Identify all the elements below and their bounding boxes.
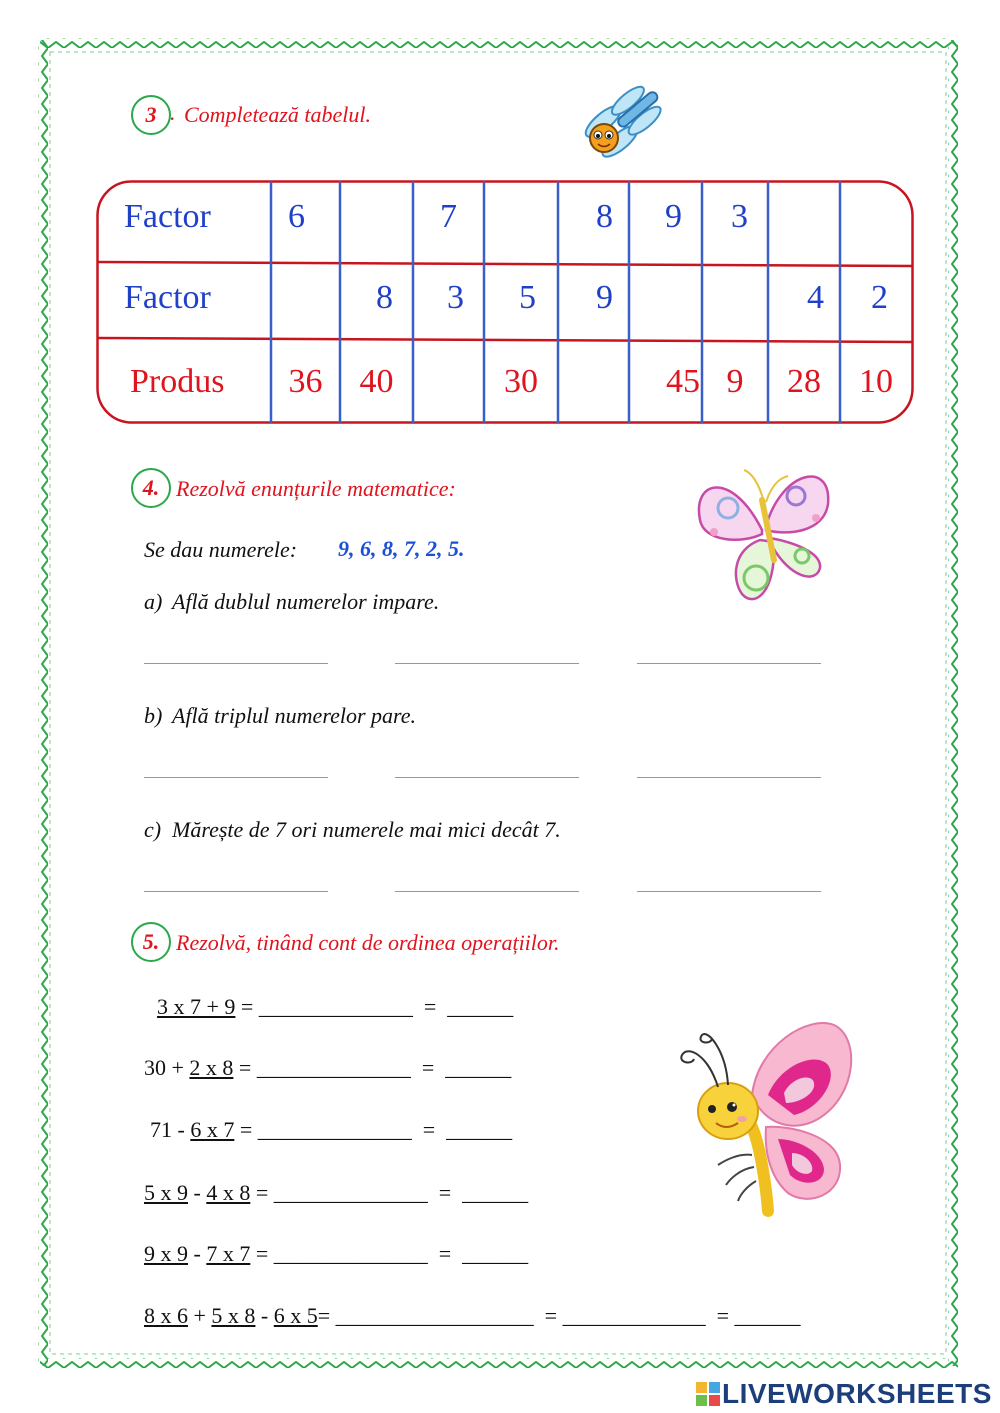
table-cell: 8 <box>596 198 613 235</box>
eq-blanks[interactable]: = ______________ = ______ <box>233 1055 512 1080</box>
table-cell: 9 <box>596 279 613 316</box>
eq-operand: 6 x 5 <box>273 1303 318 1328</box>
equation-row[interactable] <box>144 1055 511 1081</box>
butterfly-illustration <box>692 460 834 608</box>
table-cell: 28 <box>787 363 821 400</box>
answer-line[interactable] <box>395 777 579 778</box>
item-a-letter: a) <box>144 589 163 614</box>
table-cell: 5 <box>519 279 536 316</box>
section4-number-circle <box>131 468 171 508</box>
answer-line[interactable] <box>395 663 579 664</box>
table-cell: 10 <box>859 363 893 400</box>
item-b-text: Află triplul numerelor pare. <box>172 703 417 728</box>
answer-line[interactable] <box>144 663 328 664</box>
equation-row[interactable] <box>157 994 513 1020</box>
eq-blanks[interactable]: = __________________ = _____________ = ______ <box>317 1303 801 1328</box>
table-cell: 7 <box>440 198 457 235</box>
answer-line[interactable] <box>144 891 328 892</box>
answer-line[interactable] <box>637 663 821 664</box>
table-cell: 45 <box>666 363 700 400</box>
eq-operand: 9 x 9 <box>144 1241 188 1266</box>
eq-operand: 8 x 6 <box>144 1303 188 1328</box>
answer-line[interactable] <box>637 891 821 892</box>
item-b-letter: b) <box>144 703 163 728</box>
multiplication-table <box>96 180 914 424</box>
eq-op: + <box>188 1303 212 1328</box>
row3-label: Produs <box>130 363 225 400</box>
table-cell: 9 <box>726 363 744 400</box>
eq-op: - <box>188 1180 207 1205</box>
section3-title: Completează tabelul. <box>184 102 371 127</box>
eq-blanks[interactable]: = ______________ = ______ <box>250 1241 529 1266</box>
item-c-text: Mărește de 7 ori numerele mai mici decât 7. <box>172 817 561 842</box>
eq-operand: 4 x 8 <box>206 1180 251 1205</box>
given-numbers: 9, 6, 8, 7, 2, 5. <box>338 536 465 561</box>
section4-title: Rezolvă enunțurile matematice: <box>176 476 456 501</box>
equation-row[interactable] <box>150 1117 512 1143</box>
eq-op: - <box>188 1241 207 1266</box>
section5-title: Rezolvă, tinând cont de ordinea operațiilor. <box>176 930 560 955</box>
section4-number: 4. <box>142 475 160 500</box>
table-cell: 36 <box>288 363 323 400</box>
eq-pre: 30 + <box>144 1055 190 1080</box>
section3-number: 3 <box>145 102 157 127</box>
table-cell: 6 <box>288 198 305 235</box>
item-c-letter: c) <box>144 817 162 842</box>
eq-operand: 7 x 7 <box>206 1241 251 1266</box>
answer-line[interactable] <box>144 777 328 778</box>
row2-label: Factor <box>124 279 211 316</box>
eq-blanks[interactable]: = ______________ = ______ <box>235 994 514 1019</box>
table-cell: 30 <box>504 363 538 400</box>
eq-operand: 5 x 9 <box>144 1180 188 1205</box>
table-cell: 40 <box>359 363 394 400</box>
footer-brand: LIVEWORKSHEETS <box>722 1378 992 1409</box>
table-cell: 8 <box>376 279 393 316</box>
section3-number-circle <box>131 95 171 135</box>
row1-label: Factor <box>124 198 211 235</box>
equation-row[interactable] <box>144 1303 800 1329</box>
eq-pre: 71 - <box>150 1117 191 1142</box>
equation-row[interactable] <box>144 1241 528 1267</box>
section5-number: 5. <box>142 929 160 954</box>
eq-operand: 2 x 8 <box>189 1055 234 1080</box>
answer-line[interactable] <box>637 777 821 778</box>
section3-dot: . <box>170 100 176 125</box>
given-prefix: Se dau numerele: <box>144 537 298 562</box>
item-a-text: Află dublul numerelor impare. <box>172 589 440 614</box>
eq-blanks[interactable]: = ______________ = ______ <box>234 1117 513 1142</box>
dragonfly-illustration <box>578 78 670 164</box>
table-cell: 3 <box>731 198 748 235</box>
table-cell: 9 <box>665 198 682 235</box>
eq-operand: 5 x 8 <box>211 1303 256 1328</box>
butterfly-character-illustration <box>668 1015 868 1220</box>
eq-operand: 3 x 7 + 9 <box>157 994 236 1019</box>
table-cell: 2 <box>871 279 888 316</box>
section5-number-circle <box>131 922 171 962</box>
eq-op: - <box>255 1303 274 1328</box>
liveworksheets-logo <box>696 1382 720 1406</box>
table-cell: 4 <box>807 279 824 316</box>
eq-operand: 6 x 7 <box>190 1117 235 1142</box>
eq-blanks[interactable]: = ______________ = ______ <box>250 1180 529 1205</box>
equation-row[interactable] <box>144 1180 528 1206</box>
table-cell: 3 <box>447 279 464 316</box>
answer-line[interactable] <box>395 891 579 892</box>
